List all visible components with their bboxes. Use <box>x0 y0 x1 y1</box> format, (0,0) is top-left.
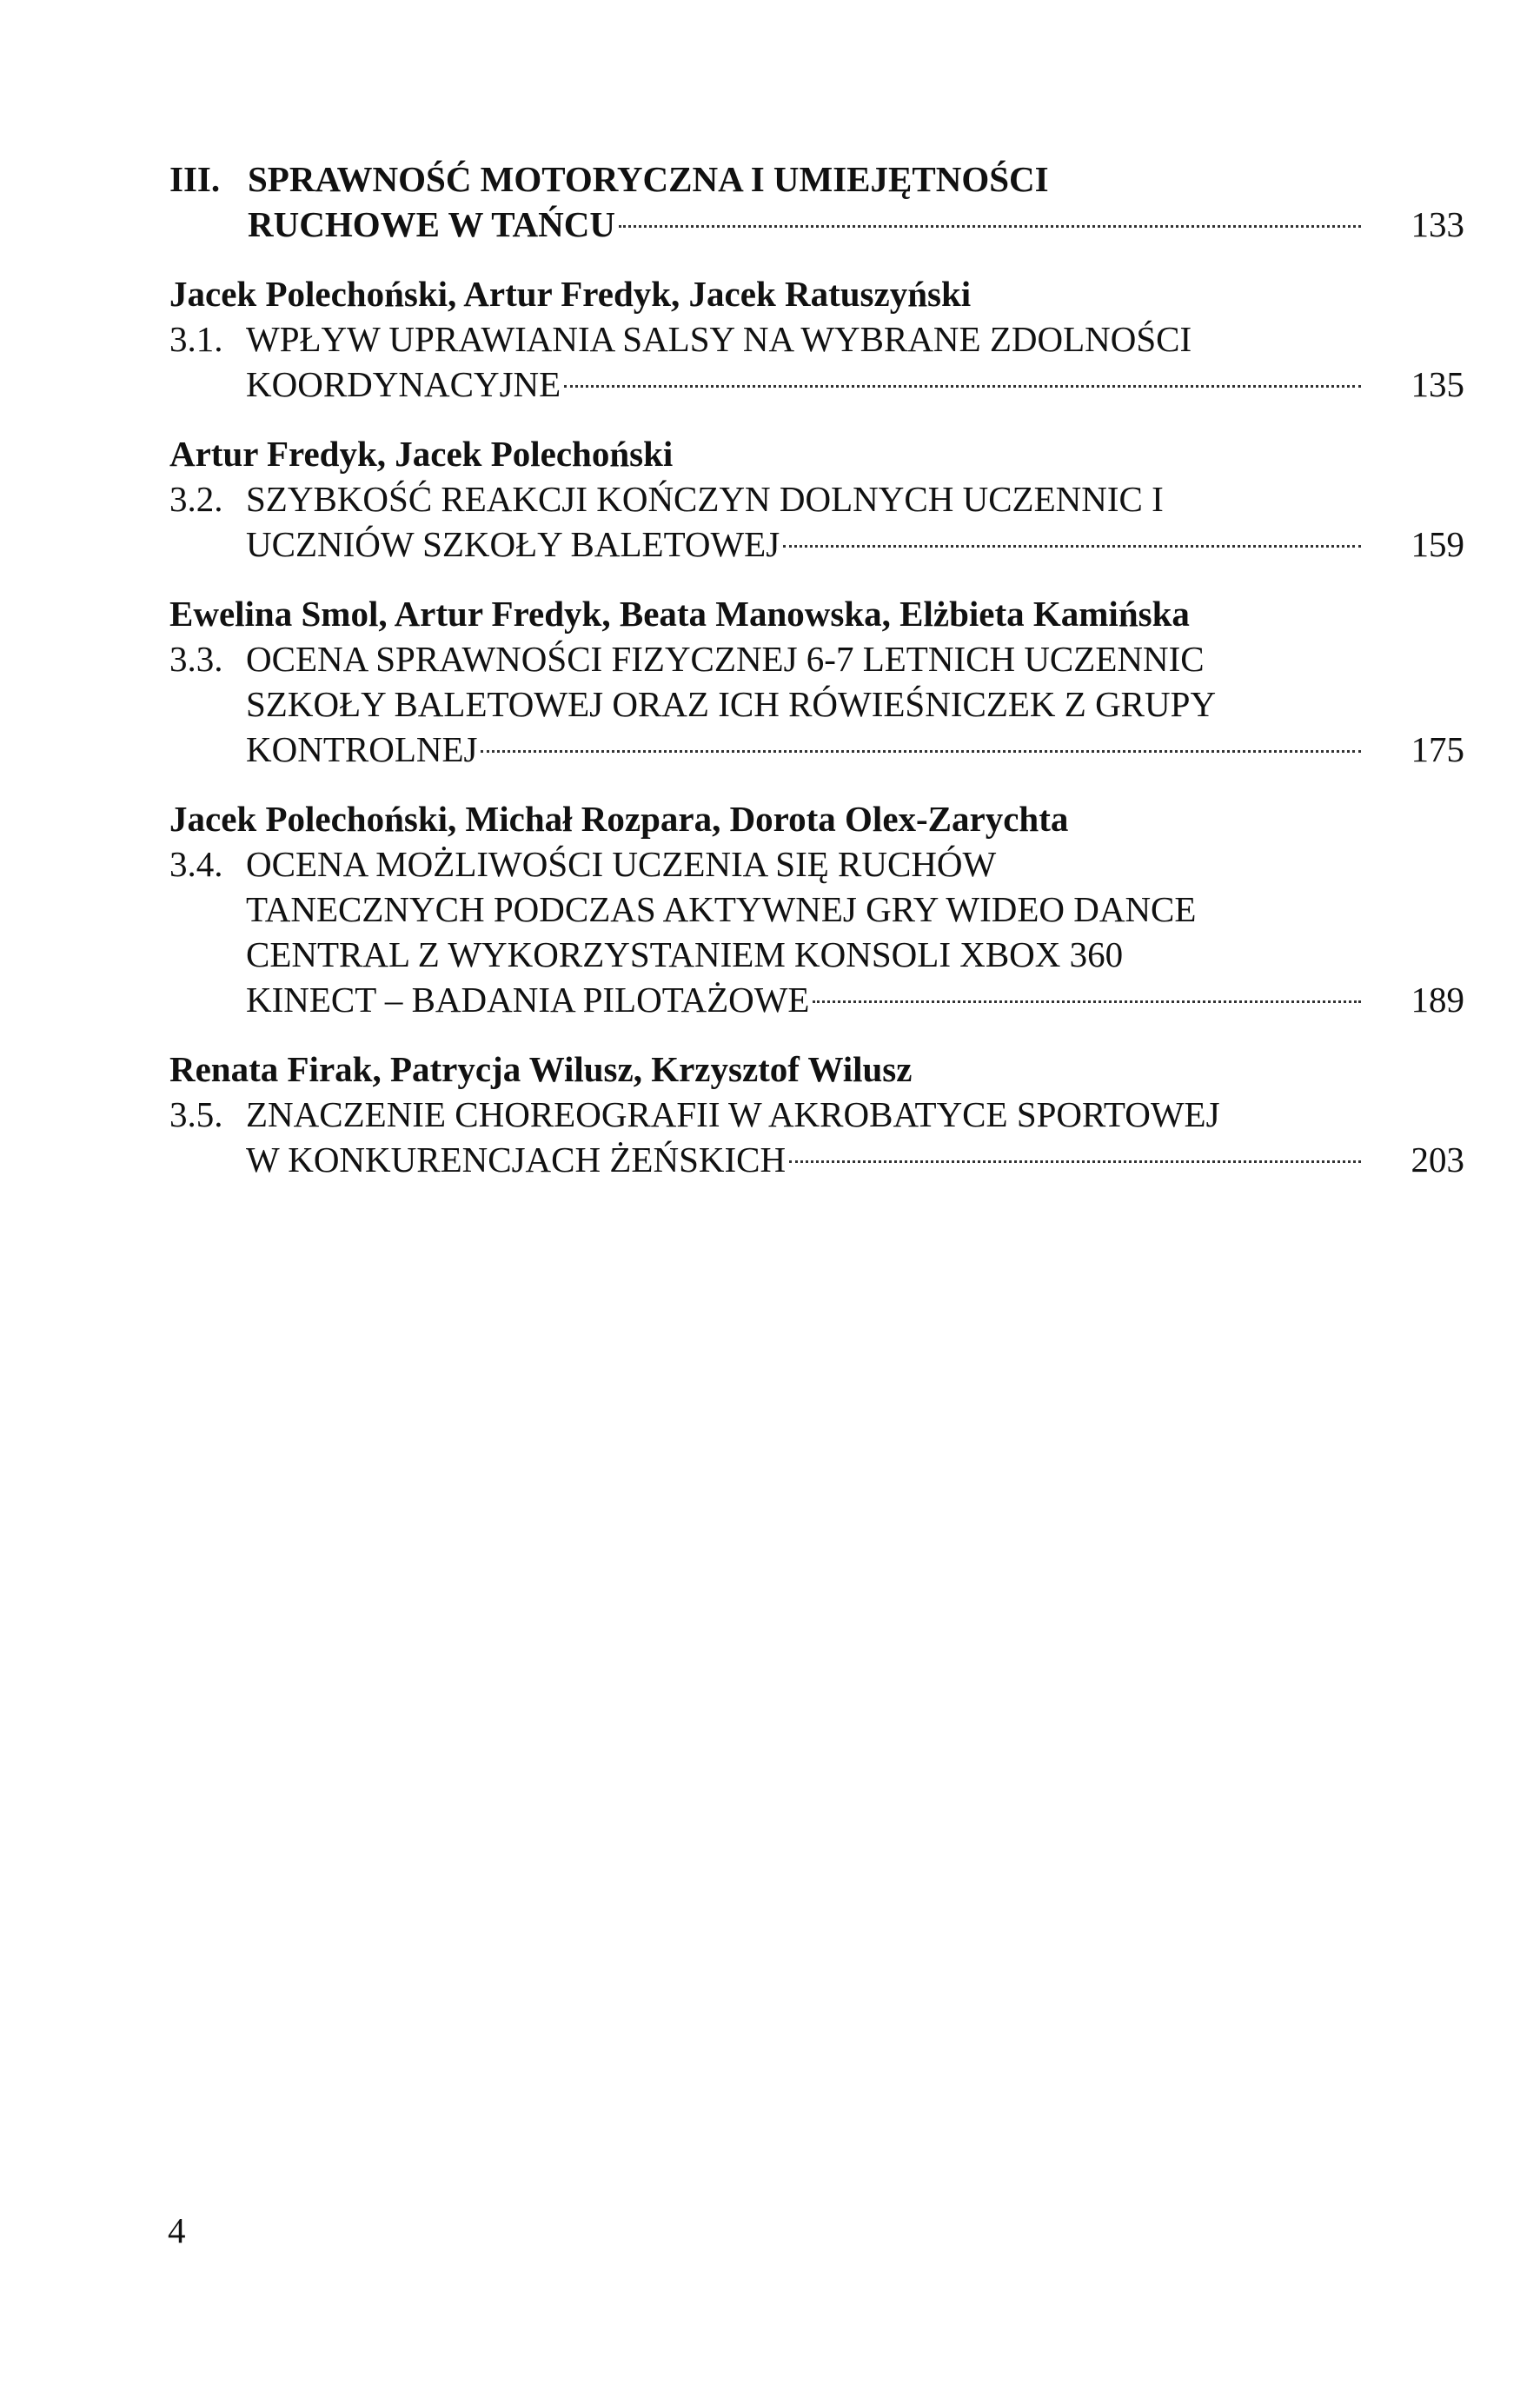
table-of-contents <box>169 156 1464 1182</box>
entry-authors: Jacek Polechoński, Artur Fredyk, Jacek Ratuszyński <box>169 274 972 314</box>
entry-number: 3.5. <box>169 1094 223 1134</box>
entry-title-last-line: KONTROLNEJ <box>246 729 478 769</box>
entry-title-line: CENTRAL Z WYKORZYSTANIEM KONSOLI XBOX 360 <box>246 934 1124 974</box>
entry-authors: Artur Fredyk, Jacek Polechoński <box>169 434 674 474</box>
entry-number: 3.4. <box>169 844 223 884</box>
entry-authors: Renata Firak, Patrycja Wilusz, Krzysztof Wilusz <box>169 1049 913 1089</box>
entry-title-last-line: KOORDYNACYJNE <box>246 364 561 404</box>
entry-title-line: SZKOŁY BALETOWEJ ORAZ ICH RÓWIEŚNICZEK Z GRUPY <box>246 684 1217 724</box>
entry-title-last-line: W KONKURENCJACH ŻEŃSKICH <box>246 1140 787 1180</box>
toc-entry <box>169 1047 1464 1182</box>
leader-dots <box>783 522 1361 556</box>
section-page-ref: 133 <box>1411 204 1464 244</box>
entry-page-ref: 135 <box>1411 364 1464 404</box>
entry-title-last-line: KINECT – BADANIA PILOTAŻOWE <box>246 980 810 1020</box>
section-number: III. <box>169 159 221 199</box>
entry-number: 3.1. <box>169 319 223 359</box>
leader-dots <box>619 202 1361 236</box>
entry-authors: Jacek Polechoński, Michał Rozpara, Dorota Olex-Zarychta <box>169 799 1069 839</box>
entry-title-line: WPŁYW UPRAWIANIA SALSY NA WYBRANE ZDOLNOŚCI <box>246 319 1192 359</box>
entry-number: 3.3. <box>169 639 223 679</box>
leader-dots <box>813 977 1361 1012</box>
leader-dots <box>789 1137 1361 1172</box>
entry-title-line: TANECZNYCH PODCZAS AKTYWNEJ GRY WIDEO DANCE <box>246 889 1197 929</box>
entry-title <box>169 841 1464 1022</box>
entry-page-ref: 203 <box>1411 1140 1464 1180</box>
entry-title-line: SZYBKOŚĆ REAKCJI KOŃCZYN DOLNYCH UCZENNIC I <box>246 479 1164 519</box>
entry-title-line: ZNACZENIE CHOREOGRAFII W AKROBATYCE SPORTOWEJ <box>246 1094 1220 1134</box>
toc-entry <box>169 591 1464 772</box>
entry-title-line: OCENA SPRAWNOŚCI FIZYCZNEJ 6-7 LETNICH UCZENNIC <box>246 639 1205 679</box>
page-number: 4 <box>168 2210 186 2250</box>
entry-title-last-line: UCZNIÓW SZKOŁY BALETOWEJ <box>246 524 780 564</box>
toc-entry <box>169 431 1464 567</box>
toc-entry <box>169 796 1464 1022</box>
section-heading <box>169 156 1464 247</box>
toc-entry <box>169 271 1464 407</box>
leader-dots <box>481 727 1361 761</box>
entry-title <box>169 636 1464 772</box>
entry-page-ref: 159 <box>1411 524 1464 564</box>
section-title-line2: RUCHOWE W TAŃCU <box>248 204 615 244</box>
entry-title <box>169 476 1464 567</box>
entry-authors: Ewelina Smol, Artur Fredyk, Beata Manowska, Elżbieta Kamińska <box>169 594 1190 634</box>
entry-page-ref: 175 <box>1411 729 1464 769</box>
leader-dots <box>564 362 1361 396</box>
entry-page-ref: 189 <box>1411 980 1464 1020</box>
entry-title <box>169 1092 1464 1182</box>
entry-title <box>169 316 1464 407</box>
toc-entries <box>169 271 1464 1182</box>
entry-number: 3.2. <box>169 479 223 519</box>
entry-title-line: OCENA MOŻLIWOŚCI UCZENIA SIĘ RUCHÓW <box>246 844 997 884</box>
section-title-line1: SPRAWNOŚĆ MOTORYCZNA I UMIEJĘTNOŚCI <box>248 159 1049 199</box>
